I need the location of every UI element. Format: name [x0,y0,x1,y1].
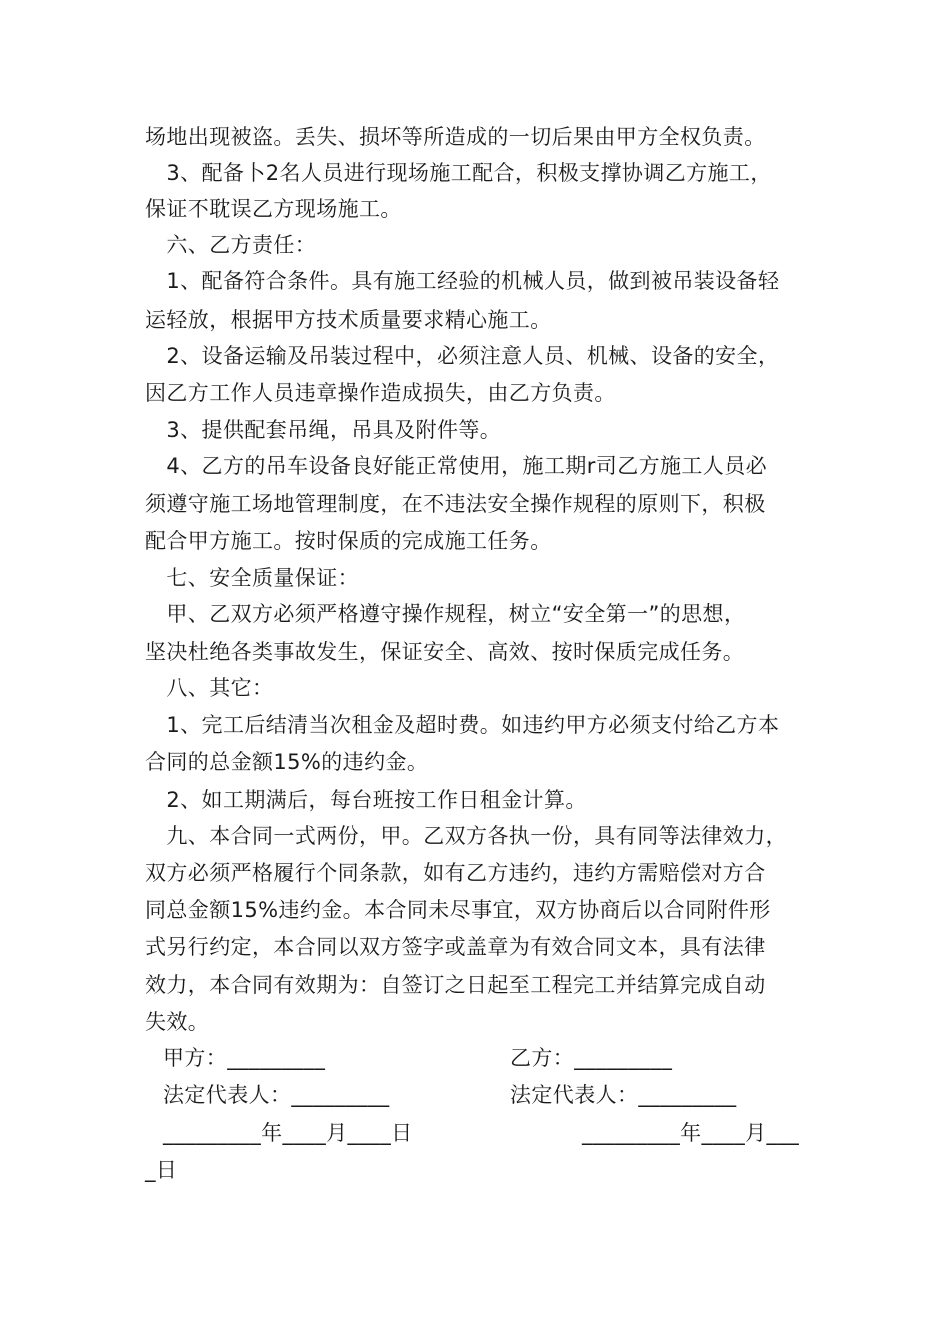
party-b-signature: 乙方：_________ [510,1046,673,1070]
paragraph-line: 配合甲方施工。按时保质的完成施工任务。 [145,529,552,553]
party-b-representative: 法定代表人：_________ [510,1083,737,1107]
paragraph-line: 1、完工后结清当次租金及超时费。如违约甲方必须支付给乙方本 [145,713,780,737]
paragraph-line: 甲、乙双方必须严格遵守操作规程，树立“安全第一”的思想， [145,602,746,626]
paragraph-line: 式另行约定，本合同以双方签字或盖章为有效合同文本，具有法律 [145,935,766,959]
paragraph-line: 保证不耽误乙方现场施工。 [145,197,402,221]
paragraph-line: 2、如工期满后，每台班按工作日租金计算。 [145,788,587,812]
paragraph-line: 4、乙方的吊车设备良好能正常使用，施工期r司乙方施工人员必 [145,454,767,478]
paragraph-line: 同总金额15%违约金。本合同未尽事宜，双方协商后以合同附件形 [145,898,771,922]
party-b-date-wrap: _日 [145,1158,178,1182]
paragraph-line: 场地出现被盗。丢失、损坏等所造成的一切后果由甲方全权负责。 [145,125,766,149]
paragraph-line: 效力，本合同有效期为：自签订之日起至工程完工并结算完成自动 [145,973,766,997]
section-heading: 六、乙方责任： [145,233,317,257]
paragraph-line: 双方必须严格履行个同条款，如有乙方违约，违约方需赔偿对方合 [145,861,766,885]
paragraph-line: 须遵守施工场地管理制度，在不违法安全操作规程的原则下，积极 [145,492,766,516]
paragraph-line: 因乙方工作人员违章操作造成损失，由乙方负责。 [145,381,616,405]
paragraph-line: 合同的总金额15%的违约金。 [145,750,429,774]
party-a-signature: 甲方：_________ [163,1046,326,1070]
paragraph-line: 3、配备卜2名人员进行现场施工配合，积极支撑协调乙方施工， [145,161,772,185]
party-a-date: _________年____月____日 [163,1121,413,1145]
paragraph-line: 2、设备运输及吊装过程中，必须注意人员、机械、设备的安全， [145,344,780,368]
section-heading: 九、本合同一式两份，甲。乙双方各执一份，具有同等法律效力， [145,824,787,848]
paragraph-line: 失效。 [145,1010,210,1034]
party-b-date: _________年____月___ [582,1121,800,1145]
section-heading: 八、其它： [145,676,274,700]
paragraph-line: 3、提供配套吊绳，吊具及附件等。 [145,418,502,442]
paragraph-line: 坚决杜绝各类事故发生，保证安全、高效、按时保质完成任务。 [145,640,745,664]
paragraph-line: 1、配备符合条件。具有施工经验的机械人员，做到被吊装设备轻 [145,269,780,293]
section-heading: 七、安全质量保证： [145,566,359,590]
paragraph-line: 运轻放，根据甲方技术质量要求精心施工。 [145,308,552,332]
party-a-representative: 法定代表人：_________ [163,1083,390,1107]
